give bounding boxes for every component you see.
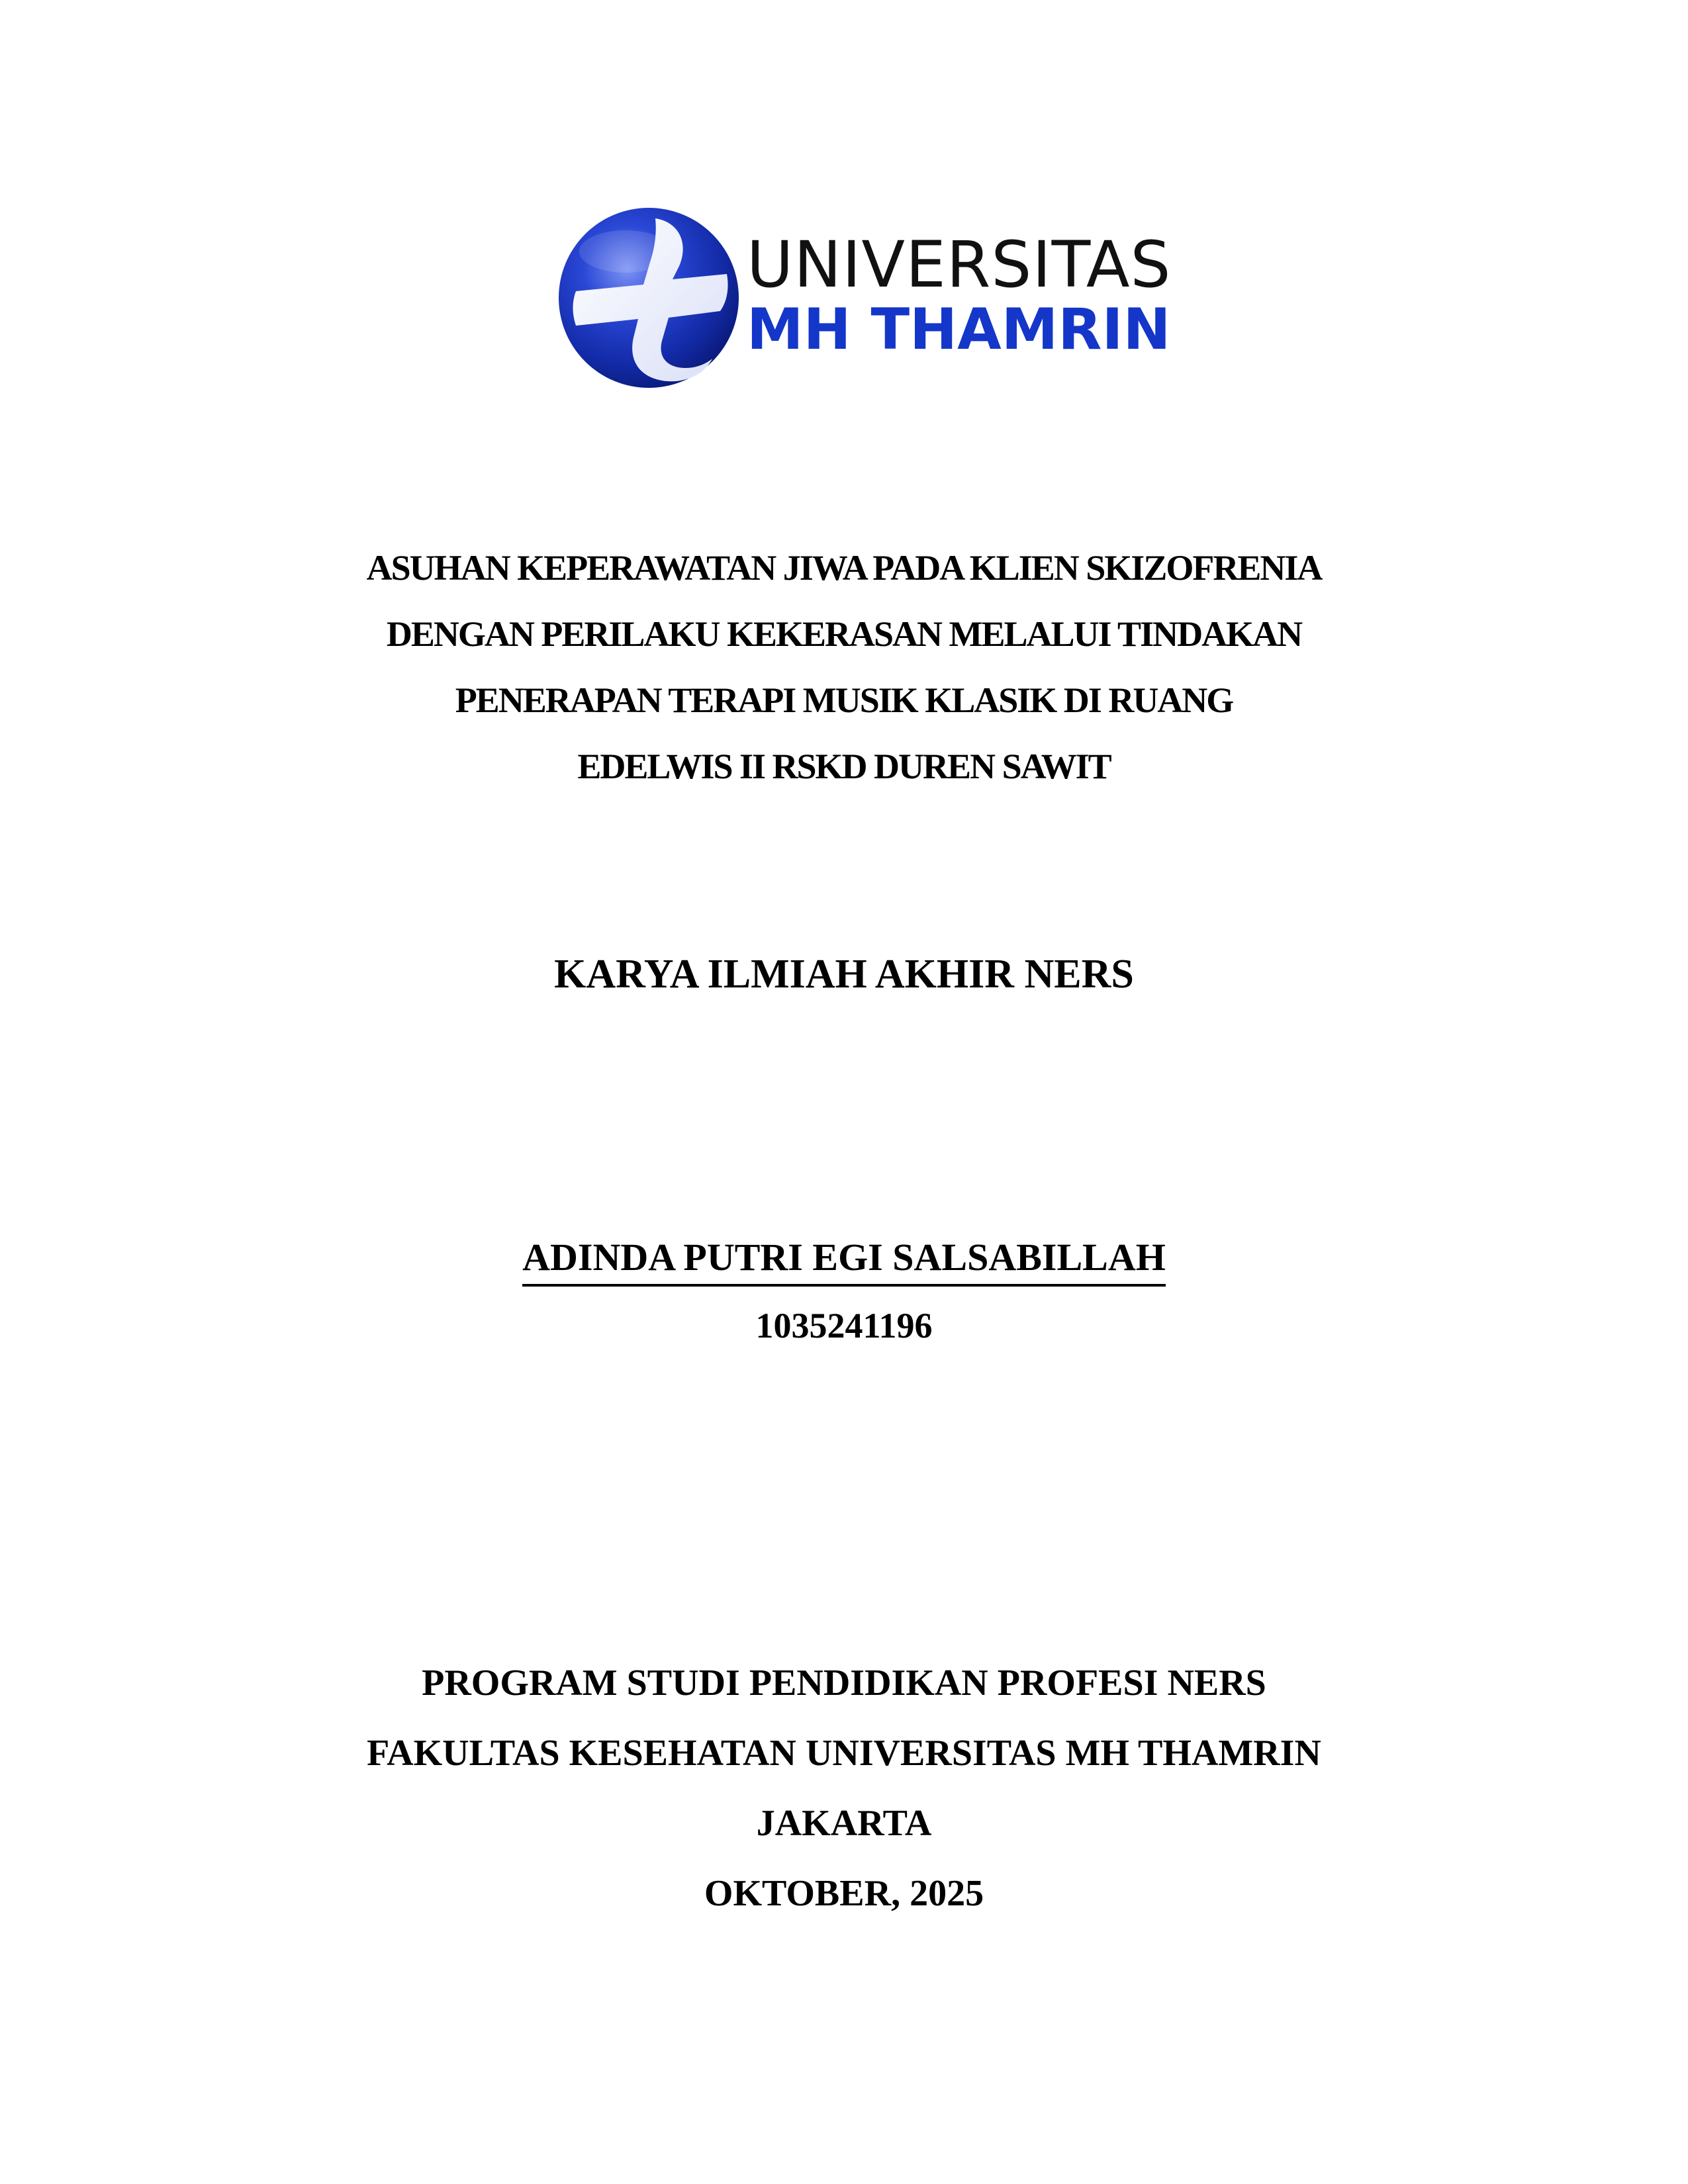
- document-type: KARYA ILMIAH AKHIR NERS: [554, 952, 1134, 997]
- thesis-title: [0, 535, 1688, 799]
- footer-city: JAKARTA: [756, 1803, 932, 1844]
- title-line: PENERAPAN TERAPI MUSIK KLASIK DI RUANG: [455, 680, 1233, 720]
- logo-line-mh-thamrin: MH THAMRIN: [747, 296, 1171, 363]
- logo-wordmark: [747, 228, 1172, 363]
- title-line: EDELWIS II RSKD DUREN SAWIT: [577, 747, 1111, 786]
- footer-program: PROGRAM STUDI PENDIDIKAN PROFESI NERS: [422, 1662, 1266, 1704]
- title-line: ASUHAN KEPERAWATAN JIWA PADA KLIEN SKIZOFRENIA: [366, 548, 1322, 588]
- author-name: ADINDA PUTRI EGI SALSABILLAH: [522, 1231, 1166, 1287]
- author-id: 1035241196: [755, 1306, 933, 1345]
- logo-line-universitas: UNIVERSITAS: [747, 228, 1172, 302]
- title-line: DENGAN PERILAKU KEKERASAN MELALUI TINDAKAN: [386, 614, 1302, 654]
- author-block: [0, 1231, 1688, 1355]
- footer-faculty: FAKULTAS KESEHATAN UNIVERSITAS MH THAMRIN: [367, 1733, 1321, 1774]
- institution-footer: [0, 1648, 1688, 1929]
- plus-globe-logo-icon: [556, 205, 741, 390]
- university-logo: [556, 205, 1172, 390]
- footer-date: OKTOBER, 2025: [704, 1873, 984, 1914]
